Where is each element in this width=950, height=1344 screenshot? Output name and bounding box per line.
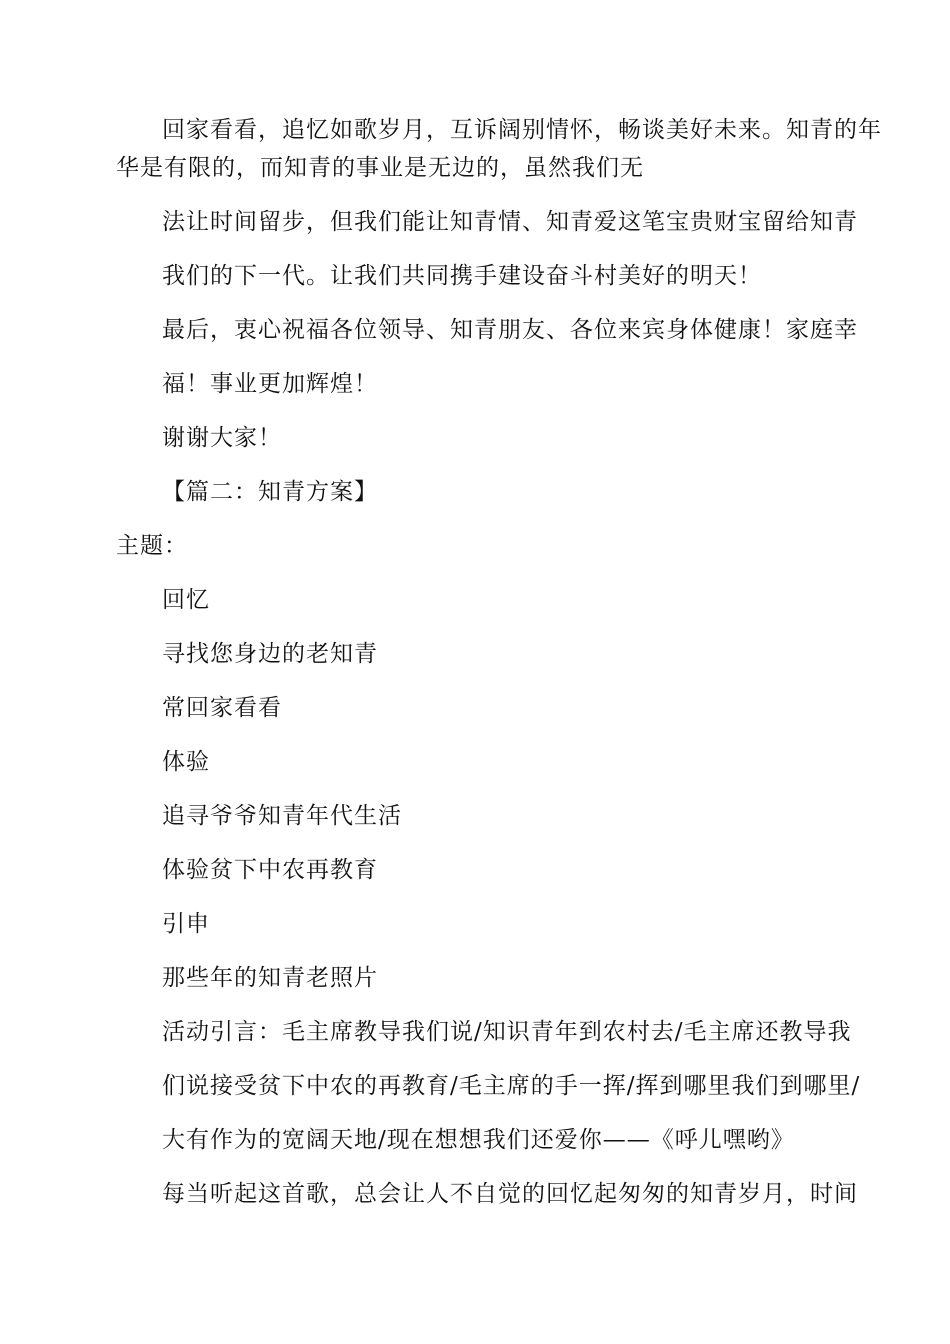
paragraph-line: 法让时间留步，但我们能让知青情、知青爱这笔宝贵财宝留给知青 xyxy=(162,209,858,235)
paragraph-line: 最后，衷心祝福各位领导、知青朋友、各位来宾身体健康！家庭幸 xyxy=(162,317,858,343)
section-heading: 【篇二：知青方案】 xyxy=(162,479,378,505)
paragraph-line: 大有作为的宽阔天地/现在想想我们还爱你——《呼儿嘿哟》 xyxy=(162,1127,795,1153)
paragraph-line: 每当听起这首歌，总会让人不自觉的回忆起匆匆的知青岁月，时间 xyxy=(162,1181,858,1207)
list-item: 寻找您身边的老知青 xyxy=(162,641,378,667)
paragraph-line: 福！事业更加辉煌！ xyxy=(162,371,378,397)
paragraph-line: 主题： xyxy=(116,533,188,559)
list-item: 追寻爷爷知青年代生活 xyxy=(162,803,402,829)
paragraph-line: 谢谢大家！ xyxy=(162,425,282,451)
list-item: 引申 xyxy=(162,911,210,937)
paragraph-line: 我们的下一代。让我们共同携手建设奋斗村美好的明天！ xyxy=(162,263,762,289)
paragraph-line: 活动引言：毛主席教导我们说/知识青年到农村去/毛主席还教导我 xyxy=(162,1019,852,1045)
paragraph-line: 华是有限的，而知青的事业是无边的，虽然我们无 xyxy=(116,155,644,181)
list-item: 体验贫下中农再教育 xyxy=(162,857,378,883)
list-item: 回忆 xyxy=(162,587,210,613)
list-item: 那些年的知青老照片 xyxy=(162,965,378,991)
list-item: 体验 xyxy=(162,749,210,775)
paragraph-line: 回家看看，追忆如歌岁月，互诉阔别情怀，畅谈美好未来。知青的年 xyxy=(162,117,882,143)
list-item: 常回家看看 xyxy=(162,695,282,721)
paragraph-line: 们说接受贫下中农的再教育/毛主席的手一挥/挥到哪里我们到哪里/ xyxy=(162,1073,861,1099)
